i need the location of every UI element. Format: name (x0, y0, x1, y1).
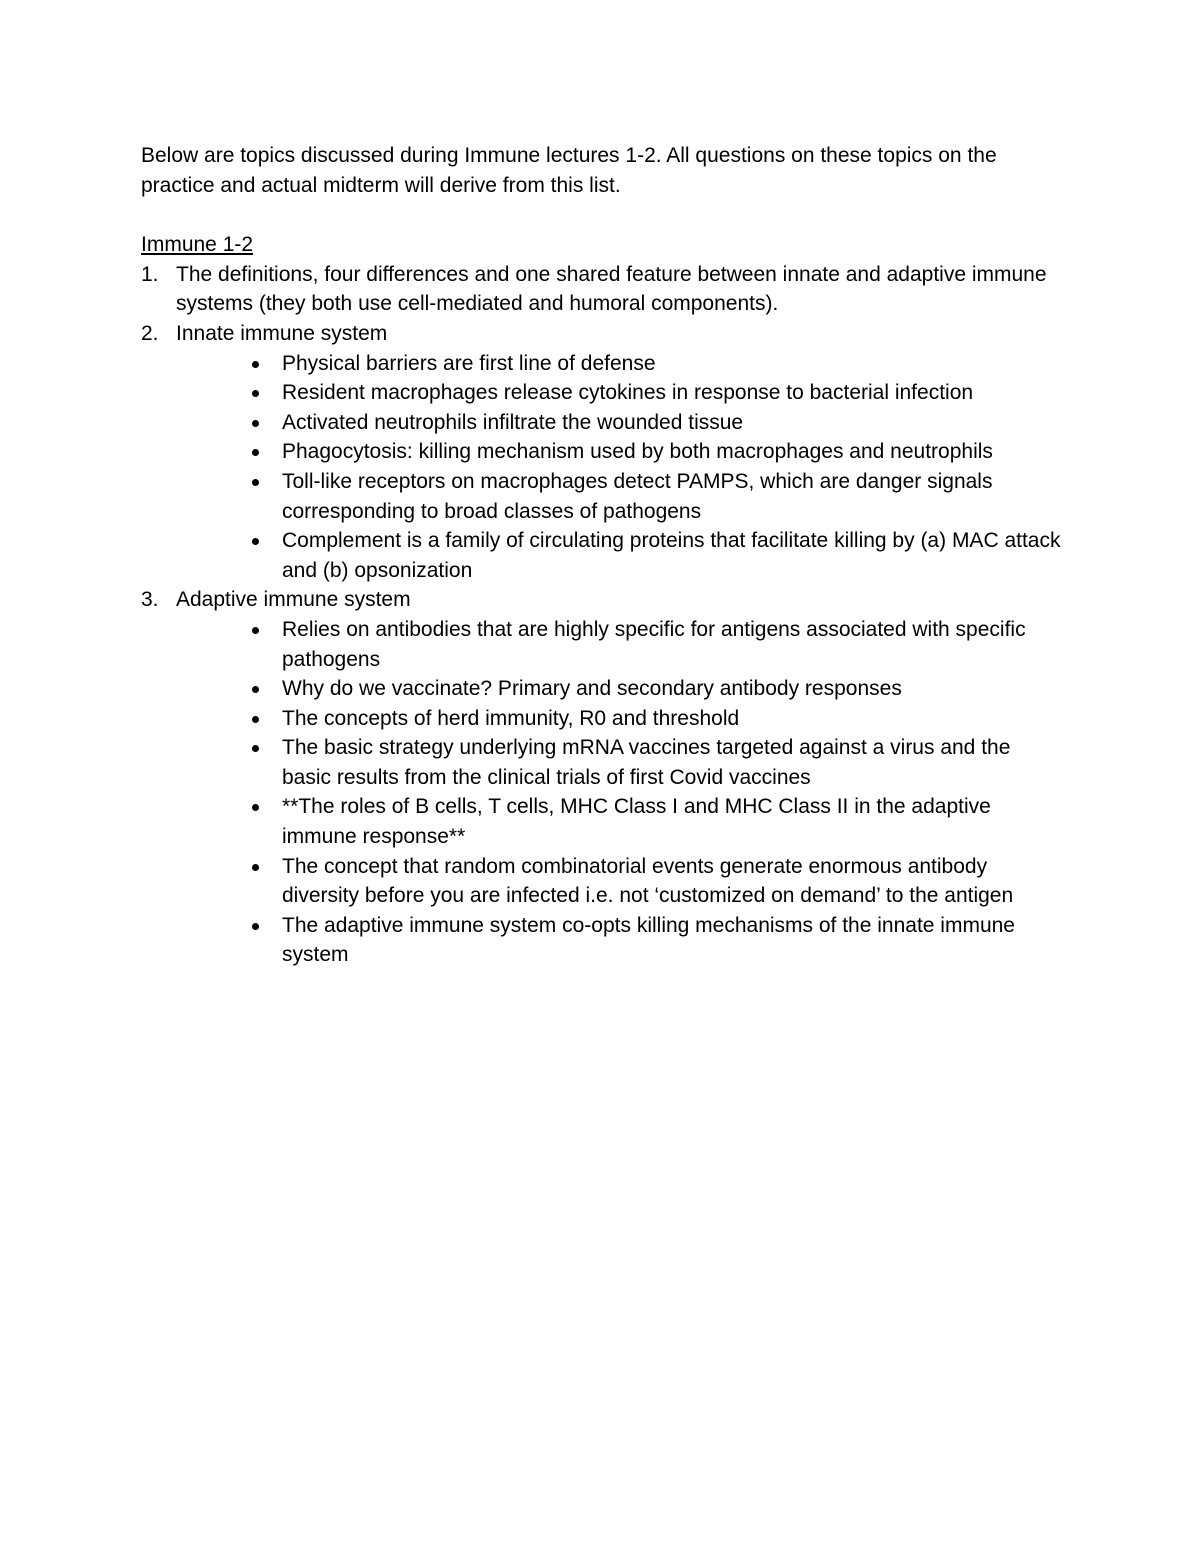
section-heading: Immune 1-2 (141, 233, 254, 257)
bullet-item: Activated neutrophils infiltrate the wounded tissue (141, 408, 1061, 438)
intro-paragraph: Below are topics discussed during Immune lectures 1-2. All questions on these topics on the practice and actual midterm will derive from this list. (141, 144, 997, 197)
bullet-item: Phagocytosis: killing mechanism used by both macrophages and neutrophils (141, 437, 1061, 467)
bullet-item: Complement is a family of circulating proteins that facilitate killing by (a) MAC attack and (b) opsonization (141, 526, 1061, 585)
bullet-item: Why do we vaccinate? Primary and secondary antibody responses (141, 674, 1061, 704)
topic-list (141, 260, 1061, 970)
adaptive-bullet-list (141, 615, 1061, 970)
topic-number: 2. (141, 321, 159, 345)
topic-text: Adaptive immune system (176, 588, 411, 612)
topic-text: Innate immune system (176, 321, 388, 345)
topic-number: 3. (141, 588, 159, 612)
topic-item-1 (141, 260, 1061, 319)
topic-text: The definitions, four differences and one shared feature between innate and adaptive immune systems (they both use cell-mediated and humoral components). (176, 262, 1047, 316)
topic-item-2 (141, 319, 1061, 349)
bullet-item: The concepts of herd immunity, R0 and threshold (141, 704, 1061, 734)
topic-item-3 (141, 585, 1061, 615)
bullet-item: The basic strategy underlying mRNA vaccines targeted against a virus and the basic results from the clinical trials of first Covid vaccines (141, 733, 1061, 792)
bullet-item: Physical barriers are first line of defense (141, 349, 1061, 379)
bullet-item: Relies on antibodies that are highly specific for antigens associated with specific pathogens (141, 615, 1061, 674)
topic-number: 1. (141, 262, 159, 286)
bullet-item: **The roles of B cells, T cells, MHC Class I and MHC Class II in the adaptive immune response** (141, 792, 1061, 851)
bullet-item: The adaptive immune system co-opts killing mechanisms of the innate immune system (141, 911, 1061, 970)
bullet-item: The concept that random combinatorial events generate enormous antibody diversity before you are infected i.e. not ‘customized on demand’ to the antigen (141, 852, 1061, 911)
adaptive-bullets-container (141, 615, 1061, 970)
bullet-item: Resident macrophages release cytokines in response to bacterial infection (141, 378, 1061, 408)
document-page (141, 141, 1061, 970)
innate-bullet-list (141, 349, 1061, 586)
bullet-item: Toll-like receptors on macrophages detect PAMPS, which are danger signals corresponding to broad classes of pathogens (141, 467, 1061, 526)
innate-bullets-container (141, 349, 1061, 586)
